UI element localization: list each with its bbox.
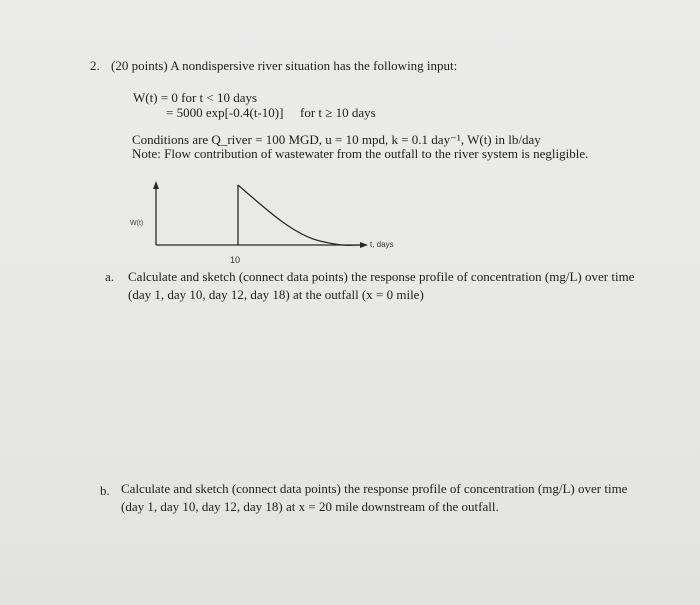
y-axis-arrow bbox=[153, 181, 159, 189]
sketch-x-label: t, days bbox=[370, 240, 394, 249]
equation-line-2-condition: for t ≥ 10 days bbox=[300, 105, 376, 120]
sketch-y-label: W(t) bbox=[130, 220, 144, 227]
equation-line-2: = 5000 exp[-0.4(t-10)] bbox=[166, 105, 284, 120]
part-a-line-1: Calculate and sketch (connect data points) the response profile of concentration (mg/L) over time bbox=[128, 269, 635, 284]
equation-line-1: W(t) = 0 for t < 10 days bbox=[133, 90, 258, 105]
note-line: Note: Flow contribution of wastewater from the outfall to the river system is negligible. bbox=[132, 146, 589, 161]
decay-curve bbox=[238, 185, 360, 245]
loading-sketch bbox=[120, 175, 394, 270]
x-axis-arrow bbox=[360, 242, 368, 248]
part-b-letter: b. bbox=[100, 483, 110, 498]
part-a-letter: a. bbox=[105, 269, 115, 284]
sketch-tick-label: 10 bbox=[230, 255, 241, 265]
question-heading: (20 points) A nondispersive river situation has the following input: bbox=[111, 58, 458, 73]
conditions-line: Conditions are Q_river = 100 MGD, u = 10 mpd, k = 0.1 day⁻¹, W(t) in lb/day bbox=[132, 132, 541, 147]
part-b-line-2: (day 1, day 10, day 12, day 18) at x = 20 mile downstream of the outfall. bbox=[121, 499, 499, 514]
question-number: 2. bbox=[90, 58, 100, 73]
part-a-line-2: (day 1, day 10, day 12, day 18) at the outfall (x = 0 mile) bbox=[128, 287, 424, 302]
part-b-line-1: Calculate and sketch (connect data points) the response profile of concentration (mg/L) over time bbox=[121, 481, 628, 496]
